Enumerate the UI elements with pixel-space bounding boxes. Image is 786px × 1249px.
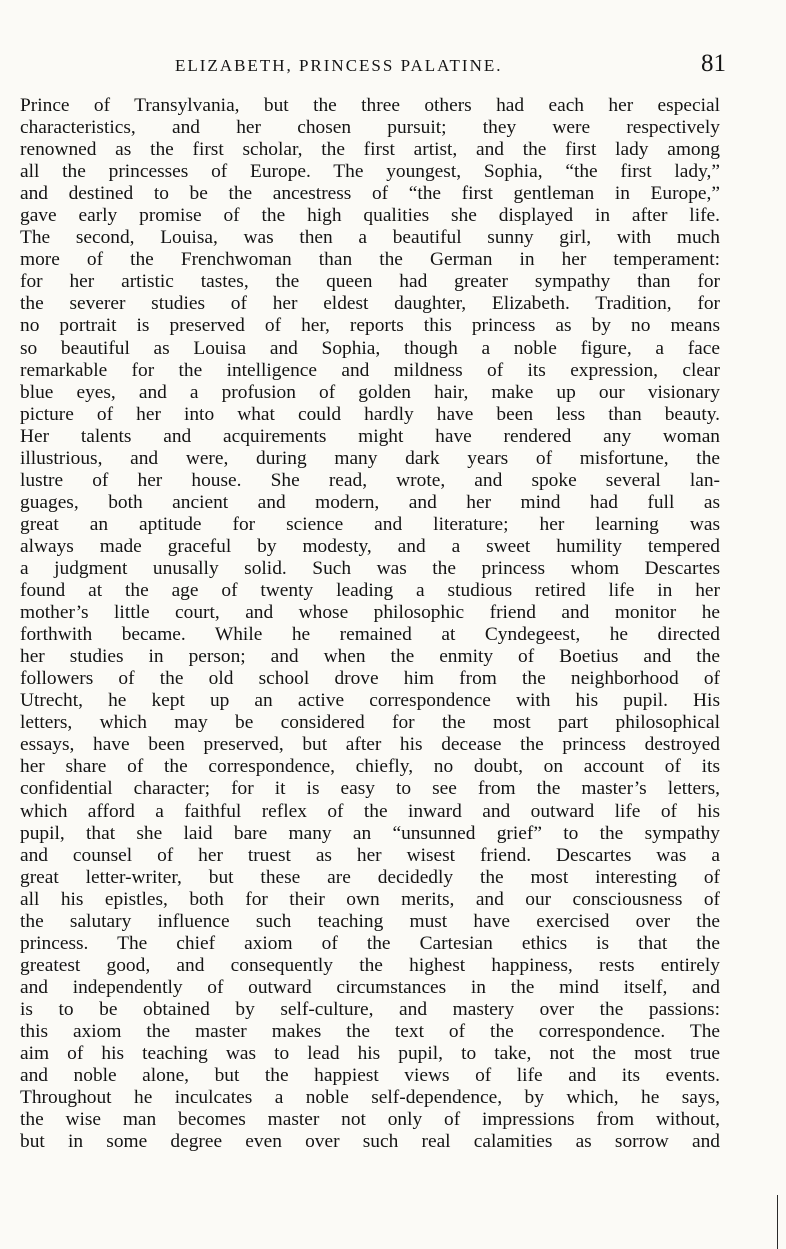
- text-line: but in some degree even over such real calamities as sorrow and: [20, 1131, 720, 1153]
- text-line: no portrait is preserved of her, reports this princess as by no means: [20, 315, 720, 337]
- text-line: is to be obtained by self-culture, and mastery over the passions:: [20, 998, 720, 1020]
- text-line: so beautiful as Louisa and Sophia, though a noble figure, a face: [20, 337, 720, 359]
- text-line: illustrious, and were, during many dark years of misfortune, the: [20, 447, 720, 469]
- text-line: and destined to be the ancestress of “the first gentleman in Europe,”: [20, 183, 720, 205]
- text-line: Her talents and acquirements might have rendered any woman: [20, 425, 720, 447]
- text-line: and noble alone, but the happiest views of life and its events.: [20, 1065, 720, 1087]
- text-line: pupil, that she laid bare many an “unsunned grief” to the sympathy: [20, 822, 720, 844]
- text-line: Utrecht, he kept up an active correspondence with his pupil. His: [20, 690, 720, 712]
- text-line: and independently of outward circumstances in the mind itself, and: [20, 976, 720, 998]
- text-line: all the princesses of Europe. The youngest, Sophia, “the first lady,”: [20, 161, 720, 183]
- body-text: [20, 95, 720, 1153]
- text-line: guages, both ancient and modern, and her mind had full as: [20, 491, 720, 513]
- text-line: Prince of Transylvania, but the three others had each her especial: [20, 95, 720, 116]
- text-line: more of the Frenchwoman than the German in her temperament:: [20, 249, 720, 271]
- text-line: all his epistles, both for their own merits, and our consciousness of: [20, 888, 720, 910]
- text-line: remarkable for the intelligence and mildness of its expression, clear: [20, 359, 720, 381]
- text-line: aim of his teaching was to lead his pupil, to take, not the most true: [20, 1043, 720, 1065]
- text-line: great letter-writer, but these are decidedly the most interesting of: [20, 866, 720, 888]
- text-line: confidential character; for it is easy to see from the master’s letters,: [20, 778, 720, 800]
- text-line: princess. The chief axiom of the Cartesian ethics is that the: [20, 932, 720, 954]
- text-line: gave early promise of the high qualities she displayed in after life.: [20, 205, 720, 227]
- text-line: the wise man becomes master not only of impressions from without,: [20, 1109, 720, 1131]
- text-line: The second, Louisa, was then a beautiful sunny girl, with much: [20, 227, 720, 249]
- text-line: a judgment unusally solid. Such was the princess whom Descartes: [20, 557, 720, 579]
- page-number: 81: [701, 50, 726, 77]
- text-line: characteristics, and her chosen pursuit; they were respectively: [20, 117, 720, 139]
- text-line: Throughout he inculcates a noble self-dependence, by which, he says,: [20, 1087, 720, 1109]
- text-line: lustre of her house. She read, wrote, and spoke several lan-: [20, 469, 720, 491]
- text-line: mother’s little court, and whose philosophic friend and monitor he: [20, 602, 720, 624]
- text-line: essays, have been preserved, but after his decease the princess destroyed: [20, 734, 720, 756]
- text-line: her share of the correspondence, chiefly, no doubt, on account of its: [20, 756, 720, 778]
- text-line: her studies in person; and when the enmity of Boetius and the: [20, 646, 720, 668]
- text-line: picture of her into what could hardly have been less than beauty.: [20, 403, 720, 425]
- text-line: and counsel of her truest as her wisest friend. Descartes was a: [20, 844, 720, 866]
- text-line: found at the age of twenty leading a studious retired life in her: [20, 580, 720, 602]
- running-head: ELIZABETH, PRINCESS PALATINE.: [175, 56, 503, 75]
- text-line: the severer studies of her eldest daughter, Elizabeth. Tradition, for: [20, 293, 720, 315]
- binding-edge-line: [777, 1195, 778, 1249]
- text-line: followers of the old school drove him from the neighborhood of: [20, 668, 720, 690]
- page-header: [20, 50, 726, 80]
- text-line: always made graceful by modesty, and a sweet humility tempered: [20, 535, 720, 557]
- text-line: letters, which may be considered for the most part philosophical: [20, 712, 720, 734]
- text-line: this axiom the master makes the text of the correspondence. The: [20, 1020, 720, 1042]
- text-line: blue eyes, and a profusion of golden hair, make up our visionary: [20, 381, 720, 403]
- text-line: greatest good, and consequently the highest happiness, rests entirely: [20, 954, 720, 976]
- text-line: which afford a faithful reflex of the inward and outward life of his: [20, 800, 720, 822]
- text-line: great an aptitude for science and literature; her learning was: [20, 513, 720, 535]
- text-line: renowned as the first scholar, the first artist, and the first lady among: [20, 139, 720, 161]
- text-line: for her artistic tastes, the queen had greater sympathy than for: [20, 271, 720, 293]
- text-line: forthwith became. While he remained at Cyndegeest, he directed: [20, 624, 720, 646]
- text-line: the salutary influence such teaching must have exercised over the: [20, 910, 720, 932]
